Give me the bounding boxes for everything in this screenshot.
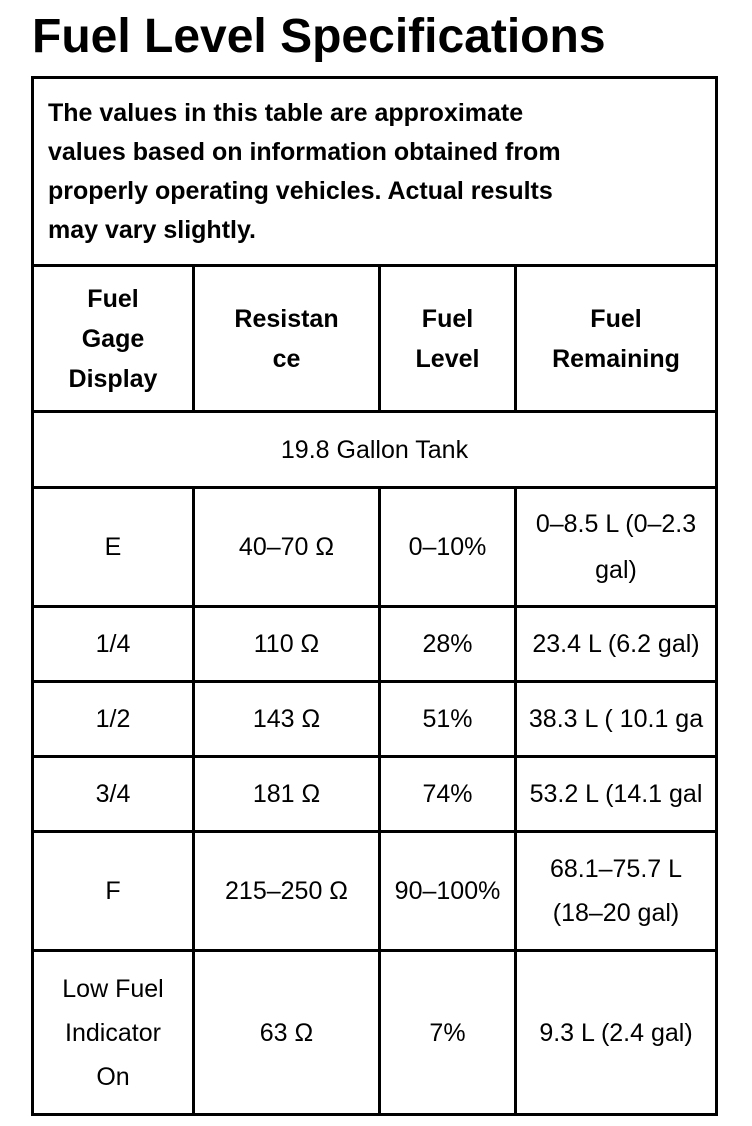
gage-display-cell: 1/2 — [33, 682, 194, 757]
resistance-cell: 63 Ω — [194, 951, 380, 1115]
fuel-level-cell: 7% — [380, 951, 516, 1115]
header-resistance: Resistan ce — [194, 266, 380, 412]
fuel-level-cell: 0–10% — [380, 488, 516, 607]
header-fuel-level: Fuel Level — [380, 266, 516, 412]
resistance-cell: 110 Ω — [194, 607, 380, 682]
table-row — [33, 951, 717, 1115]
page-title: Fuel Level Specifications — [32, 10, 606, 63]
gage-display-cell: 3/4 — [33, 757, 194, 832]
table-row — [33, 488, 717, 607]
gage-display-cell: F — [33, 832, 194, 951]
fuel-remaining-cell: 68.1–75.7 L (18–20 gal) — [516, 832, 717, 951]
gage-display-cell: E — [33, 488, 194, 607]
note-line: values based on information obtained from — [48, 137, 561, 166]
note-cell — [33, 78, 717, 266]
resistance-cell: 181 Ω — [194, 757, 380, 832]
fuel-level-cell: 90–100% — [380, 832, 516, 951]
fuel-remaining-cell: 53.2 L (14.1 gal — [516, 757, 717, 832]
header-row — [33, 266, 717, 412]
note-line: properly operating vehicles. Actual results — [48, 176, 553, 205]
resistance-cell: 40–70 Ω — [194, 488, 380, 607]
fuel-level-table — [31, 76, 718, 1116]
fuel-remaining-cell: 23.4 L (6.2 gal) — [516, 607, 717, 682]
tank-label: 19.8 Gallon Tank — [33, 412, 717, 488]
table-row — [33, 832, 717, 951]
note-line: may vary slightly. — [48, 215, 256, 244]
gage-display-cell: 1/4 — [33, 607, 194, 682]
tank-row — [33, 412, 717, 488]
fuel-remaining-cell: 9.3 L (2.4 gal) — [516, 951, 717, 1115]
gage-display-cell: Low Fuel Indicator On — [33, 951, 194, 1115]
fuel-remaining-cell: 38.3 L ( 10.1 ga — [516, 682, 717, 757]
note-line: The values in this table are approximate — [48, 98, 524, 127]
note-row — [33, 78, 717, 266]
table-row — [33, 607, 717, 682]
table-row — [33, 682, 717, 757]
fuel-level-cell: 74% — [380, 757, 516, 832]
fuel-level-cell: 51% — [380, 682, 516, 757]
header-fuel-remaining: Fuel Remaining — [516, 266, 717, 412]
header-fuel-gage-display: Fuel Gage Display — [33, 266, 194, 412]
table-row — [33, 757, 717, 832]
resistance-cell: 215–250 Ω — [194, 832, 380, 951]
resistance-cell: 143 Ω — [194, 682, 380, 757]
fuel-remaining-cell: 0–8.5 L (0–2.3 gal) — [516, 488, 717, 607]
fuel-level-cell: 28% — [380, 607, 516, 682]
